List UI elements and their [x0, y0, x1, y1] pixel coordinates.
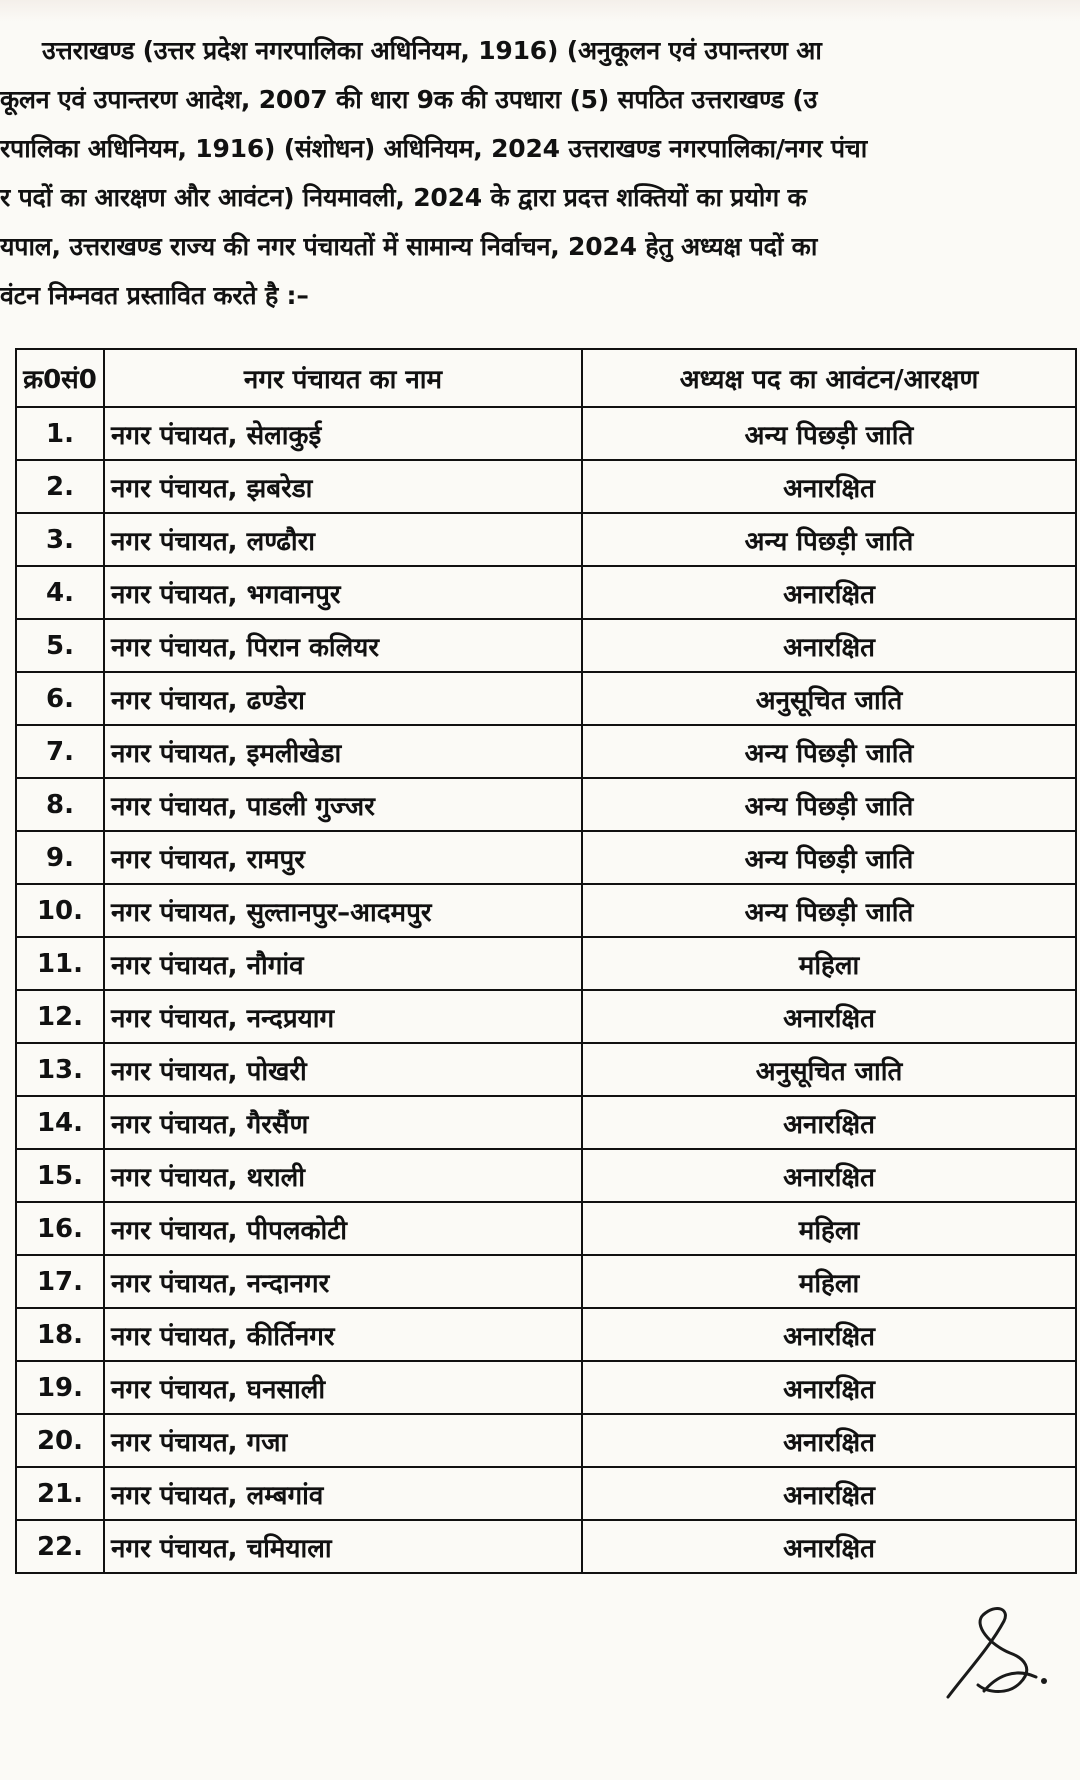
reservation-table [15, 348, 1077, 1574]
table-row [16, 884, 1076, 937]
row-reservation: अनारक्षित [582, 1520, 1076, 1573]
row-sno: 7. [16, 725, 104, 778]
table-row [16, 513, 1076, 566]
intro-line-2: कूलन एवं उपान्तरण आदेश, 2007 की धारा 9क की उपधारा (5) सपठित उत्तराखण्ड (उ [0, 85, 818, 114]
table-row [16, 1149, 1076, 1202]
row-sno: 18. [16, 1308, 104, 1361]
table-row [16, 619, 1076, 672]
row-reservation: अनारक्षित [582, 1096, 1076, 1149]
header-sno: क्र0सं0 [16, 349, 104, 407]
table-row [16, 460, 1076, 513]
row-sno: 12. [16, 990, 104, 1043]
table-row [16, 1308, 1076, 1361]
row-name: नगर पंचायत, गैरसैंण [104, 1096, 582, 1149]
row-sno: 13. [16, 1043, 104, 1096]
row-reservation: अन्य पिछड़ी जाति [582, 884, 1076, 937]
row-reservation: अनारक्षित [582, 619, 1076, 672]
table-row [16, 1096, 1076, 1149]
table-row [16, 990, 1076, 1043]
row-sno: 6. [16, 672, 104, 725]
row-name: नगर पंचायत, पिरान कलियर [104, 619, 582, 672]
row-name: नगर पंचायत, घनसाली [104, 1361, 582, 1414]
table-row [16, 937, 1076, 990]
table-row [16, 1043, 1076, 1096]
row-reservation: अनारक्षित [582, 1414, 1076, 1467]
table-row [16, 407, 1076, 460]
row-reservation: अन्य पिछड़ी जाति [582, 778, 1076, 831]
row-name: नगर पंचायत, नौगांव [104, 937, 582, 990]
row-sno: 21. [16, 1467, 104, 1520]
row-name: नगर पंचायत, ढण्डेरा [104, 672, 582, 725]
intro-line-6: वंटन निम्नवत प्रस्तावित करते है :– [0, 281, 309, 310]
intro-line-1: उत्तराखण्ड (उत्तर प्रदेश नगरपालिका अधिनियम, 1916) (अनुकूलन एवं उपान्तरण आ [42, 36, 822, 65]
header-reservation: अध्यक्ष पद का आवंटन/आरक्षण [582, 349, 1076, 407]
row-reservation: अनारक्षित [582, 1361, 1076, 1414]
row-name: नगर पंचायत, पाडली गुज्जर [104, 778, 582, 831]
table-body [16, 407, 1076, 1573]
row-name: नगर पंचायत, रामपुर [104, 831, 582, 884]
row-reservation: अनुसूचित जाति [582, 1043, 1076, 1096]
row-sno: 5. [16, 619, 104, 672]
row-reservation: अनारक्षित [582, 460, 1076, 513]
row-reservation: अन्य पिछड़ी जाति [582, 831, 1076, 884]
row-sno: 1. [16, 407, 104, 460]
table-row [16, 725, 1076, 778]
intro-line-4: र पदों का आरक्षण और आवंटन) नियमावली, 2024 के द्वारा प्रदत्त शक्तियों का प्रयोग क [0, 183, 807, 212]
table-row [16, 1361, 1076, 1414]
row-name: नगर पंचायत, कीर्तिनगर [104, 1308, 582, 1361]
row-sno: 3. [16, 513, 104, 566]
row-sno: 8. [16, 778, 104, 831]
row-reservation: महिला [582, 937, 1076, 990]
row-sno: 20. [16, 1414, 104, 1467]
table-row [16, 672, 1076, 725]
row-sno: 15. [16, 1149, 104, 1202]
table-header-row [16, 349, 1076, 407]
row-reservation: अनारक्षित [582, 566, 1076, 619]
row-name: नगर पंचायत, सुल्तानपुर–आदमपुर [104, 884, 582, 937]
row-reservation: अनुसूचित जाति [582, 672, 1076, 725]
intro-line-3: रपालिका अधिनियम, 1916) (संशोधन) अधिनियम, 2024 उत्तराखण्ड नगरपालिका/नगर पंचा [0, 134, 867, 163]
table-row [16, 778, 1076, 831]
row-reservation: अन्य पिछड़ी जाति [582, 407, 1076, 460]
row-sno: 22. [16, 1520, 104, 1573]
row-name: नगर पंचायत, सेलाकुई [104, 407, 582, 460]
row-reservation: अनारक्षित [582, 1467, 1076, 1520]
row-sno: 17. [16, 1255, 104, 1308]
row-name: नगर पंचायत, नन्दानगर [104, 1255, 582, 1308]
table-row [16, 1414, 1076, 1467]
row-name: नगर पंचायत, लण्ढौरा [104, 513, 582, 566]
row-name: नगर पंचायत, झबरेडा [104, 460, 582, 513]
row-sno: 14. [16, 1096, 104, 1149]
table-row [16, 566, 1076, 619]
row-sno: 10. [16, 884, 104, 937]
row-sno: 2. [16, 460, 104, 513]
intro-line-5: यपाल, उत्तराखण्ड राज्य की नगर पंचायतों में सामान्य निर्वाचन, 2024 हेतु अध्यक्ष पदों का [0, 232, 818, 261]
table-row [16, 1520, 1076, 1573]
row-reservation: महिला [582, 1202, 1076, 1255]
row-name: नगर पंचायत, नन्दप्रयाग [104, 990, 582, 1043]
row-sno: 4. [16, 566, 104, 619]
header-name: नगर पंचायत का नाम [104, 349, 582, 407]
row-sno: 19. [16, 1361, 104, 1414]
table-row [16, 1202, 1076, 1255]
row-sno: 9. [16, 831, 104, 884]
row-name: नगर पंचायत, पोखरी [104, 1043, 582, 1096]
row-reservation: अनारक्षित [582, 990, 1076, 1043]
row-sno: 11. [16, 937, 104, 990]
row-name: नगर पंचायत, इमलीखेडा [104, 725, 582, 778]
row-reservation: महिला [582, 1255, 1076, 1308]
row-reservation: अन्य पिछड़ी जाति [582, 513, 1076, 566]
row-name: नगर पंचायत, पीपलकोटी [104, 1202, 582, 1255]
row-name: नगर पंचायत, चमियाला [104, 1520, 582, 1573]
row-reservation: अन्य पिछड़ी जाति [582, 725, 1076, 778]
handwritten-signature-icon [938, 1595, 1058, 1715]
row-name: नगर पंचायत, गजा [104, 1414, 582, 1467]
row-name: नगर पंचायत, थराली [104, 1149, 582, 1202]
row-sno: 16. [16, 1202, 104, 1255]
row-name: नगर पंचायत, भगवानपुर [104, 566, 582, 619]
row-reservation: अनारक्षित [582, 1149, 1076, 1202]
table-row [16, 1467, 1076, 1520]
row-reservation: अनारक्षित [582, 1308, 1076, 1361]
table-row [16, 831, 1076, 884]
row-name: नगर पंचायत, लम्बगांव [104, 1467, 582, 1520]
table-row [16, 1255, 1076, 1308]
